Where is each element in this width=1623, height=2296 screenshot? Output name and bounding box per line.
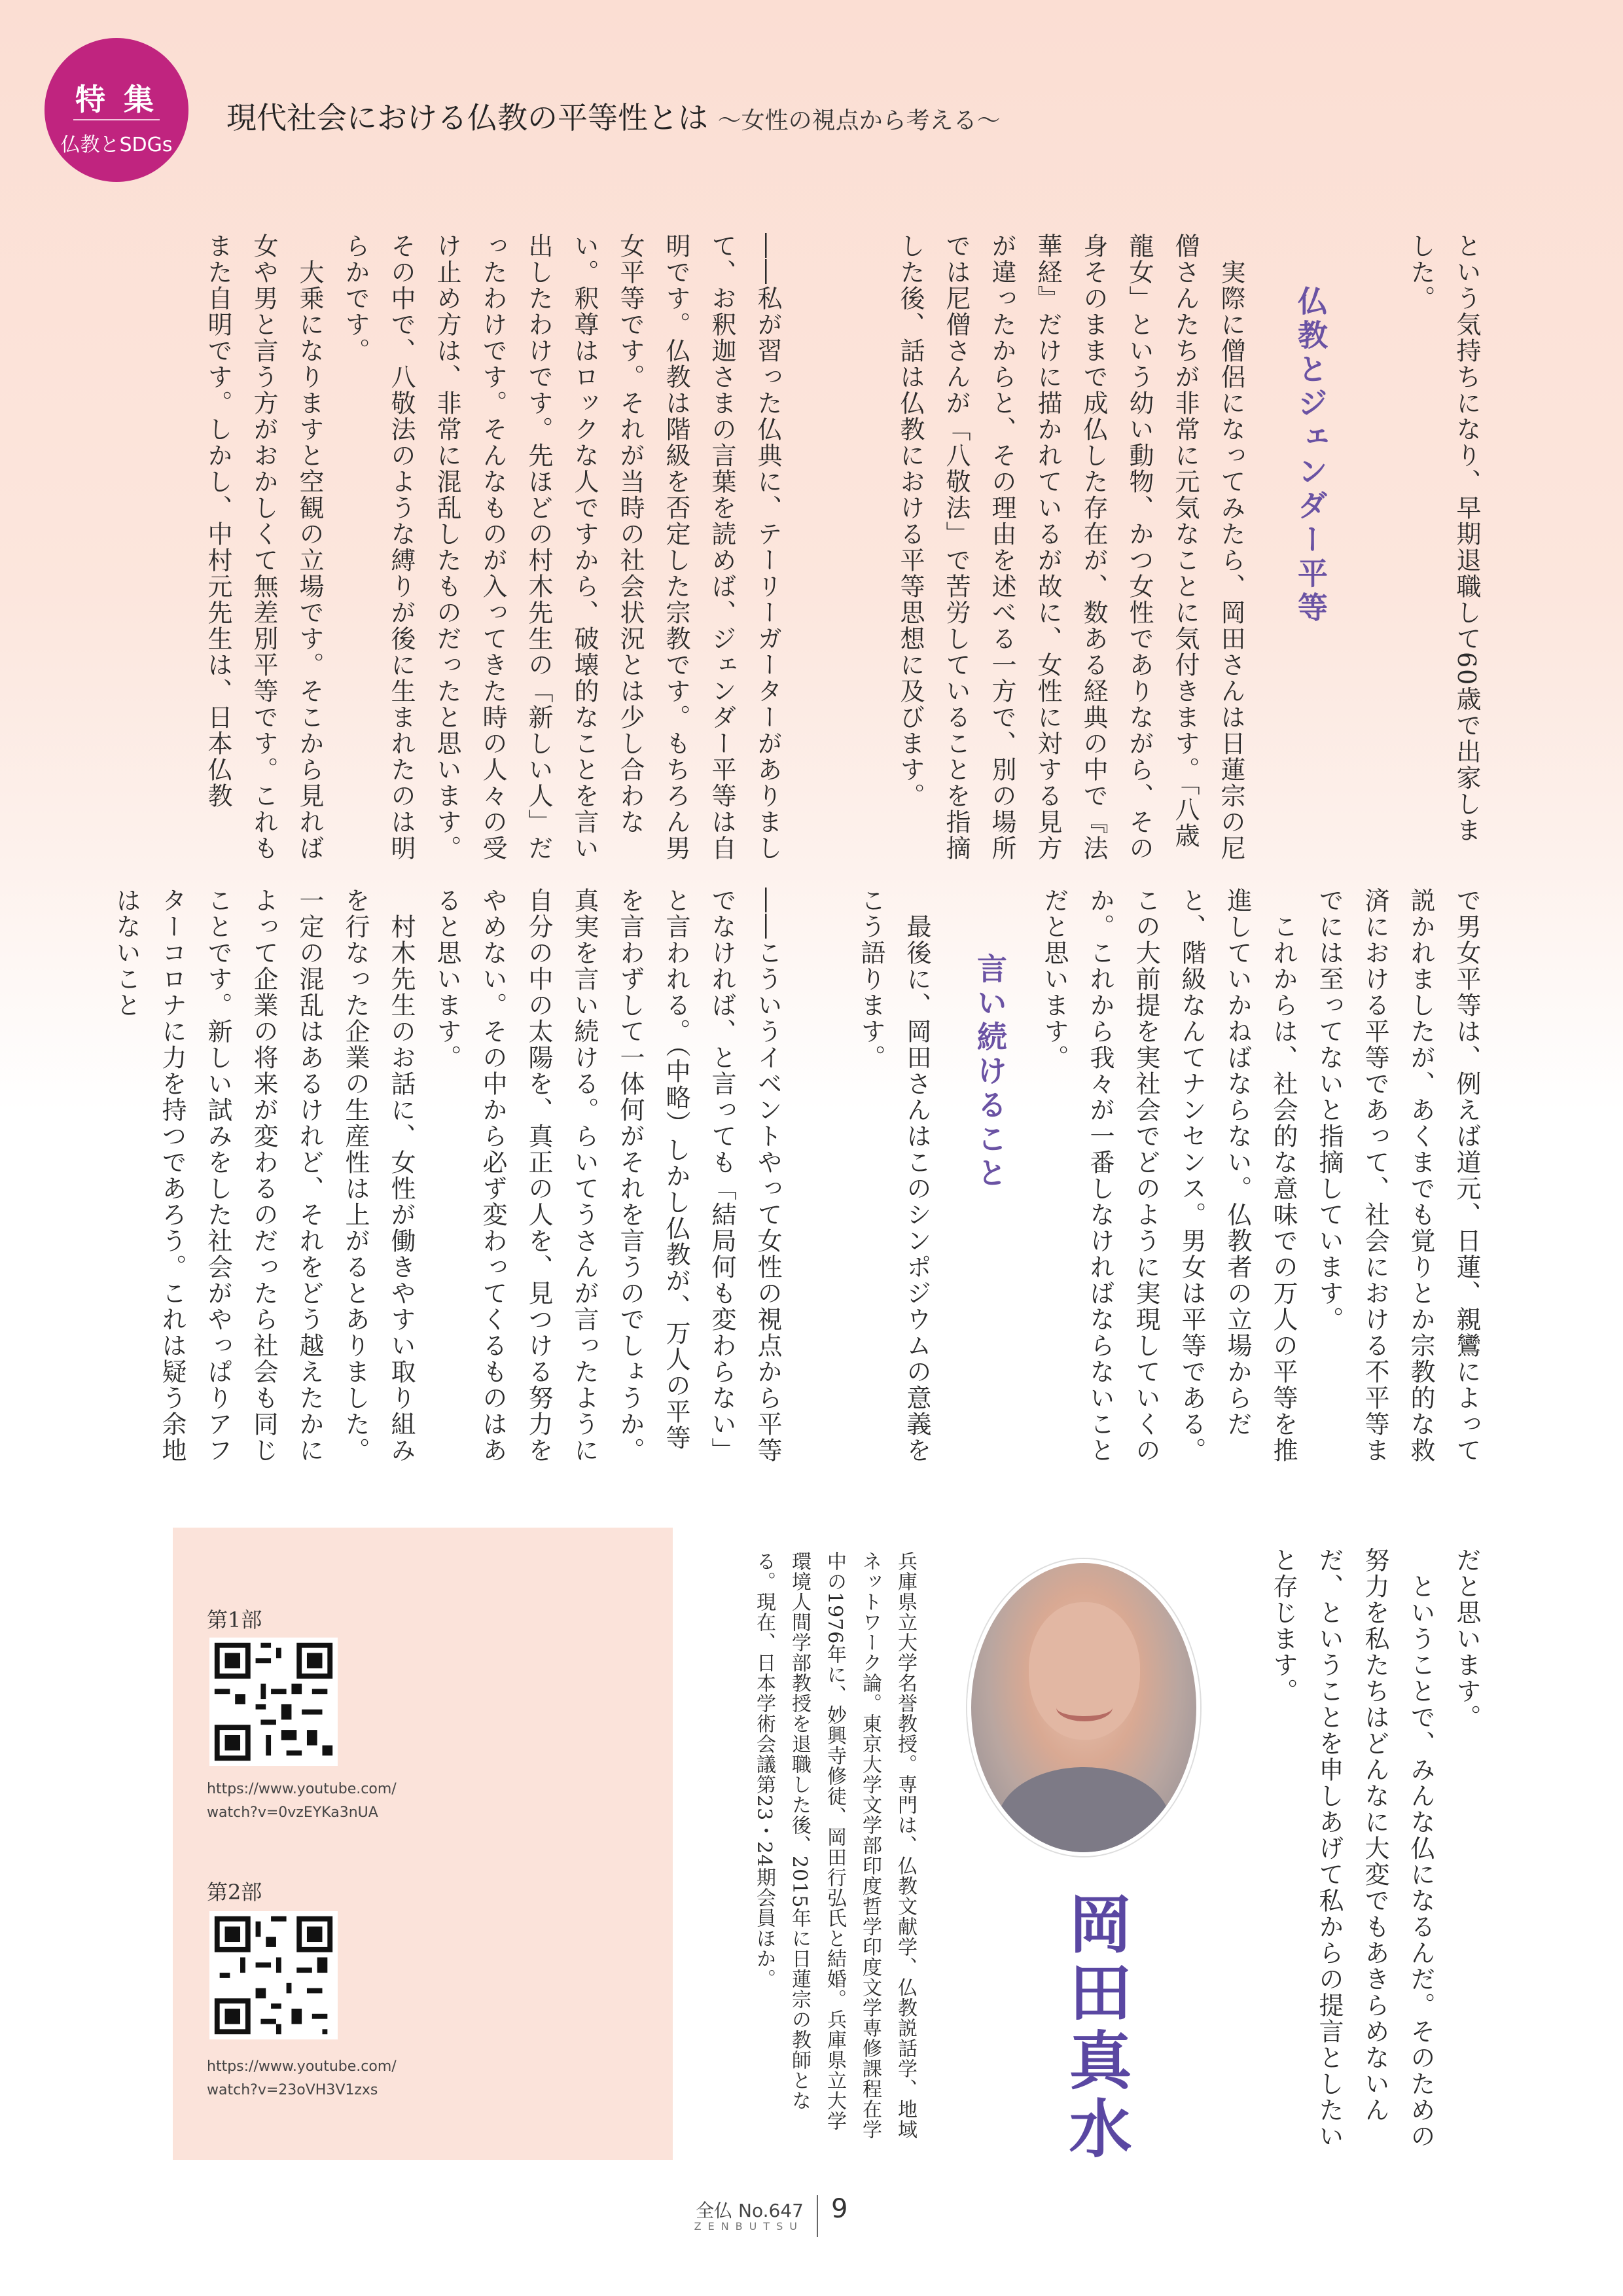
- qr-code-part2[interactable]: [209, 1911, 338, 2039]
- qr-part1-url[interactable]: [207, 1778, 397, 1825]
- portrait-robe: [997, 1767, 1170, 1856]
- qr-part1-url-line1: https://www.youtube.com/: [207, 1781, 397, 1797]
- gender-section-text: 実際に僧侶になってみたら、岡田さんは日蓮宗の尼僧さんたちが非常に元気なことに気付きます。「八歳龍女」という幼い動物、かつ女性でありながら、その身そのままで成仏した存在が、数ある経典の中で『法華経』だけに描かれているが故に、女性に対する見方が違ったからと、その理由を述べる一方で、別の場所では尼僧さんが「八敬法」で苦労していることを指摘した後、話は仏教における平等思想に及びます。: [896, 233, 1245, 861]
- qr-part2-url-line1: https://www.youtube.com/: [207, 2058, 397, 2075]
- section-heading-keep-saying: 言い続けること: [972, 953, 1008, 1191]
- badge-divider: [73, 119, 160, 120]
- badge-sub-label: 仏教とSDGs: [60, 134, 173, 156]
- portrait-photo: [967, 1559, 1200, 1856]
- intro-text: という気持ちになり、早期退職して60歳で出家しました。: [1406, 233, 1481, 844]
- closing-intro-text: 最後に、岡田さんはこのシンポジウムの意義をこう語ります。: [857, 888, 931, 1463]
- qr-part2-label: 第2部: [207, 1880, 262, 1905]
- qr-panel: [173, 1528, 673, 2160]
- page-title: [226, 94, 1001, 137]
- qr-part1-label: 第1部: [207, 1607, 262, 1632]
- title-subtitle: ～女性の視点から考える～: [717, 107, 1001, 134]
- feature-badge: [45, 38, 188, 182]
- qr-part1-url-line2: watch?v=0vzEYKa3nUA: [207, 1804, 378, 1821]
- page-number: 9: [831, 2194, 848, 2224]
- closing-text: だと思います。 ということで、みんな仏になるんだ。そのための努力を私たちはどんなに大変でもあきらめないんだ、ということを申しあげて私からの提言としたいと存じます。: [1269, 1547, 1481, 2149]
- qr-part2-url[interactable]: [207, 2055, 397, 2102]
- footer-divider: [817, 2195, 818, 2237]
- profile-name: 岡田真水: [1059, 1892, 1133, 2164]
- qr-code-icon: [209, 1911, 338, 2039]
- footer-brand: ZENBUTSU: [694, 2220, 804, 2233]
- qr-code-icon: [209, 1638, 338, 1766]
- portrait-smile: [1056, 1694, 1113, 1721]
- badge-main-label: 特 集: [75, 82, 158, 117]
- footer-issue: 全仏 No.647: [696, 2200, 804, 2221]
- qr-part2-url-line2: watch?v=23oVH3V1zxs: [207, 2082, 378, 2098]
- profile-bio: 兵庫県立大学名誉教授。専門は、仏教文献学、仏教説話学、地域ネットワーク論。東京大学文学部印度哲学印度文学専修課程在学中の1976年に、妙興寺修徒、岡田行弘氏と結婚。兵庫県立大学環境人間学部教授を退職した後、2015年に日蓮宗の教師となる。現在、日本学術会議第23・24期会員ほか。: [753, 1551, 917, 2140]
- equality-text: で男女平等は、例えば道元、日蓮、親鸞によって説かれましたが、あくまでも覚りとか宗教的な救済における平等であって、社会における不平等までには至ってないと指摘しています。 これからは、社会的な意味での万人の平等を推進していかねばならない。仏教者の立場からだと、階級なんてナンセンス。男女は平等である。この大前提を実社会でどのように実現していくのか。これから我々が一番しなければならないことだと思います。: [1040, 888, 1481, 1463]
- title-main: 現代社会における仏教の平等性とは: [226, 100, 708, 135]
- section-heading-gender: 仏教とジェンダー平等: [1293, 285, 1329, 626]
- quote-text-2: ――こういうイベントやって女性の視点から平等でなければ、と言っても「結局何も変わらない」と言われる。（中略）しかし仏教が、万人の平等を言わずして一体何がそれを言うのでしょうか。真実を言い続ける。らいてうさんが言ったように自分の中の太陽を、真正の人を、見つける努力をやめない。その中から必ず変わってくるものはあると思います。 村木先生のお話に、女性が働きやすい取り組みを行なった企業の生産性は上がるとありました。一定の混乱はあるけれど、それをどう越えたかによって企業の将来が変わるのだったら社会も同じことです。新しい試みをした社会がやっぱりアフターコロナに力を持つであろう。これは疑う余地はないこと: [112, 888, 782, 1463]
- qr-code-part1[interactable]: [209, 1638, 338, 1766]
- quote-text-1: ――私が習った仏典に、テーリーガーターがありまして、お釈迦さまの言葉を読めば、ジェンダー平等は自明です。仏教は階級を否定した宗教です。もちろん男女平等です。それが当時の社会状況とは少し合わない。釈尊はロックな人ですから、破壊的なことを言い出したわけです。先ほどの村木先生の「新しい人」だったわけです。そんなものが入ってきた時の人々の受け止め方は、非常に混乱したものだったと思います。その中で、八敬法のような縛りが後に生まれたのは明らかです。 大乗になりますと空観の立場です。そこから見れば女や男と言う方がおかしくて無差別平等です。これもまた自明です。しかし、中村元先生は、日本仏教: [204, 233, 782, 861]
